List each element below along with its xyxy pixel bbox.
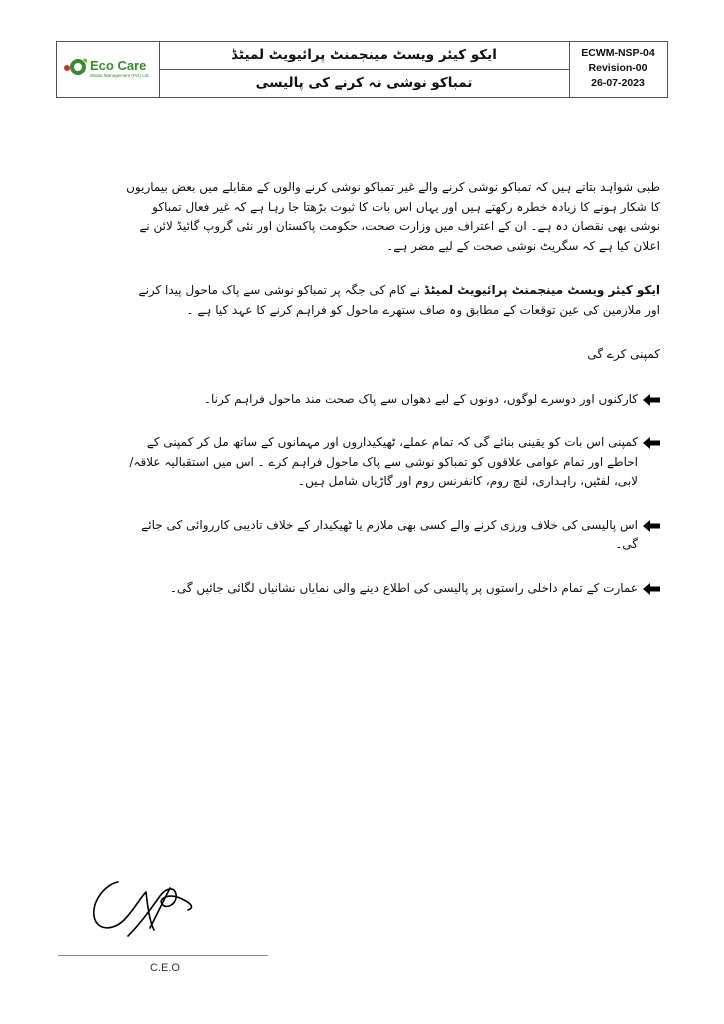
policy-body <box>120 178 660 622</box>
policy-title-row <box>159 70 569 97</box>
arrow-left-icon <box>643 394 660 406</box>
company-name-row <box>159 42 569 70</box>
document-code-cell <box>569 42 667 97</box>
policy-bullet <box>120 516 660 555</box>
logo-subtext: Waste Management (Pvt) Ltd. <box>90 73 150 78</box>
bullet-text: کمپنی اس بات کو یقینی بنائے گی کہ تمام عملے، ٹھیکیداروں اور مہمانوں کے ساتھ مل کر کمپنی کے احاطے اور تمام عوامی علاقوں کو تمباکو نوشی سے پاک ماحول فراہم کرے ۔ اس میں استقبالیہ علاقہ/لابی، لفٹیں، راہداری، لنچ روم، کانفرنس روم اور گاڑیاں شامل ہیں۔ <box>129 435 638 488</box>
signature-title: C.E.O <box>150 962 180 974</box>
arrow-left-icon <box>643 520 660 532</box>
company-name: ایکو کیئر ویسٹ مینجمنٹ پرائیویٹ لمیٹڈ <box>231 47 497 63</box>
bullet-text: اس پالیسی کی خلاف ورزی کرنے والے کسی بھی ملازم یا ٹھیکیدار کے خلاف تادیبی کارروائی کی جائے گی۔ <box>141 517 638 551</box>
policy-bullet <box>120 390 660 410</box>
document-header <box>56 41 668 98</box>
company-will-heading: کمپنی کرے گی <box>587 347 660 361</box>
commitment-paragraph <box>120 281 660 320</box>
logo-text: Eco Care <box>90 58 147 73</box>
logo-cell <box>57 42 160 97</box>
bullet-text: کارکنوں اور دوسرے لوگوں، دونوں کے لیے دھواں سے پاک صحت مند ماحول فراہم کرنا۔ <box>203 391 638 406</box>
policy-bullet <box>120 579 660 599</box>
ceo-signature <box>88 870 208 950</box>
intro-paragraph: طبی شواہد بتاتے ہیں کہ تمباکو نوشی کرنے والے غیر تمباکو نوشی کرنے والوں کے مقابلے میں بعض بیماریوں کا شکار ہونے کا زیادہ خطرہ رکھتے ہیں اور یہاں اس بات کا ثبوت بڑھتا جا رہا ہے کہ غیر فعال تمباکو نوشی بھی نقصان دہ ہے۔ ان کے اعتراف میں وزارت صحت، حکومت پاکستان اور نئی گروپ گائیڈ لائن نے اعلان کیا ہے کہ سگریٹ نوشی صحت کے لیے مضر ہے۔ <box>126 180 660 253</box>
document-date: 26-07-2023 <box>591 77 645 89</box>
document-code: ECWM-NSP-04 <box>581 47 655 59</box>
title-cell <box>159 42 570 97</box>
arrow-left-icon <box>643 437 660 449</box>
bullet-text: عمارت کے تمام داخلی راستوں پر پالیسی کی اطلاع دینے والی نمایاں نشانیاں لگائی جائیں گی۔ <box>169 580 638 595</box>
arrow-left-icon <box>643 583 660 595</box>
signature-line <box>58 955 268 956</box>
revision-number: Revision-00 <box>588 62 648 74</box>
eco-care-logo-icon <box>63 56 89 78</box>
policy-title: تمباکو نوشی نہ کرنے کی پالیسی <box>255 75 473 91</box>
commitment-company-name: ایکو کیئر ویسٹ مینجمنٹ پرائیویٹ لمیٹڈ <box>423 283 660 297</box>
policy-bullet <box>120 433 660 492</box>
commitment-text: نے کام کی جگہ پر تمباکو نوشی سے پاک ماحول پیدا کرنے اور ملازمین کی عین توقعات کے مطابق وہ صاف ستھرے ماحول کو فراہم کرنے کا عہد کیا ہے ۔ <box>138 283 660 317</box>
